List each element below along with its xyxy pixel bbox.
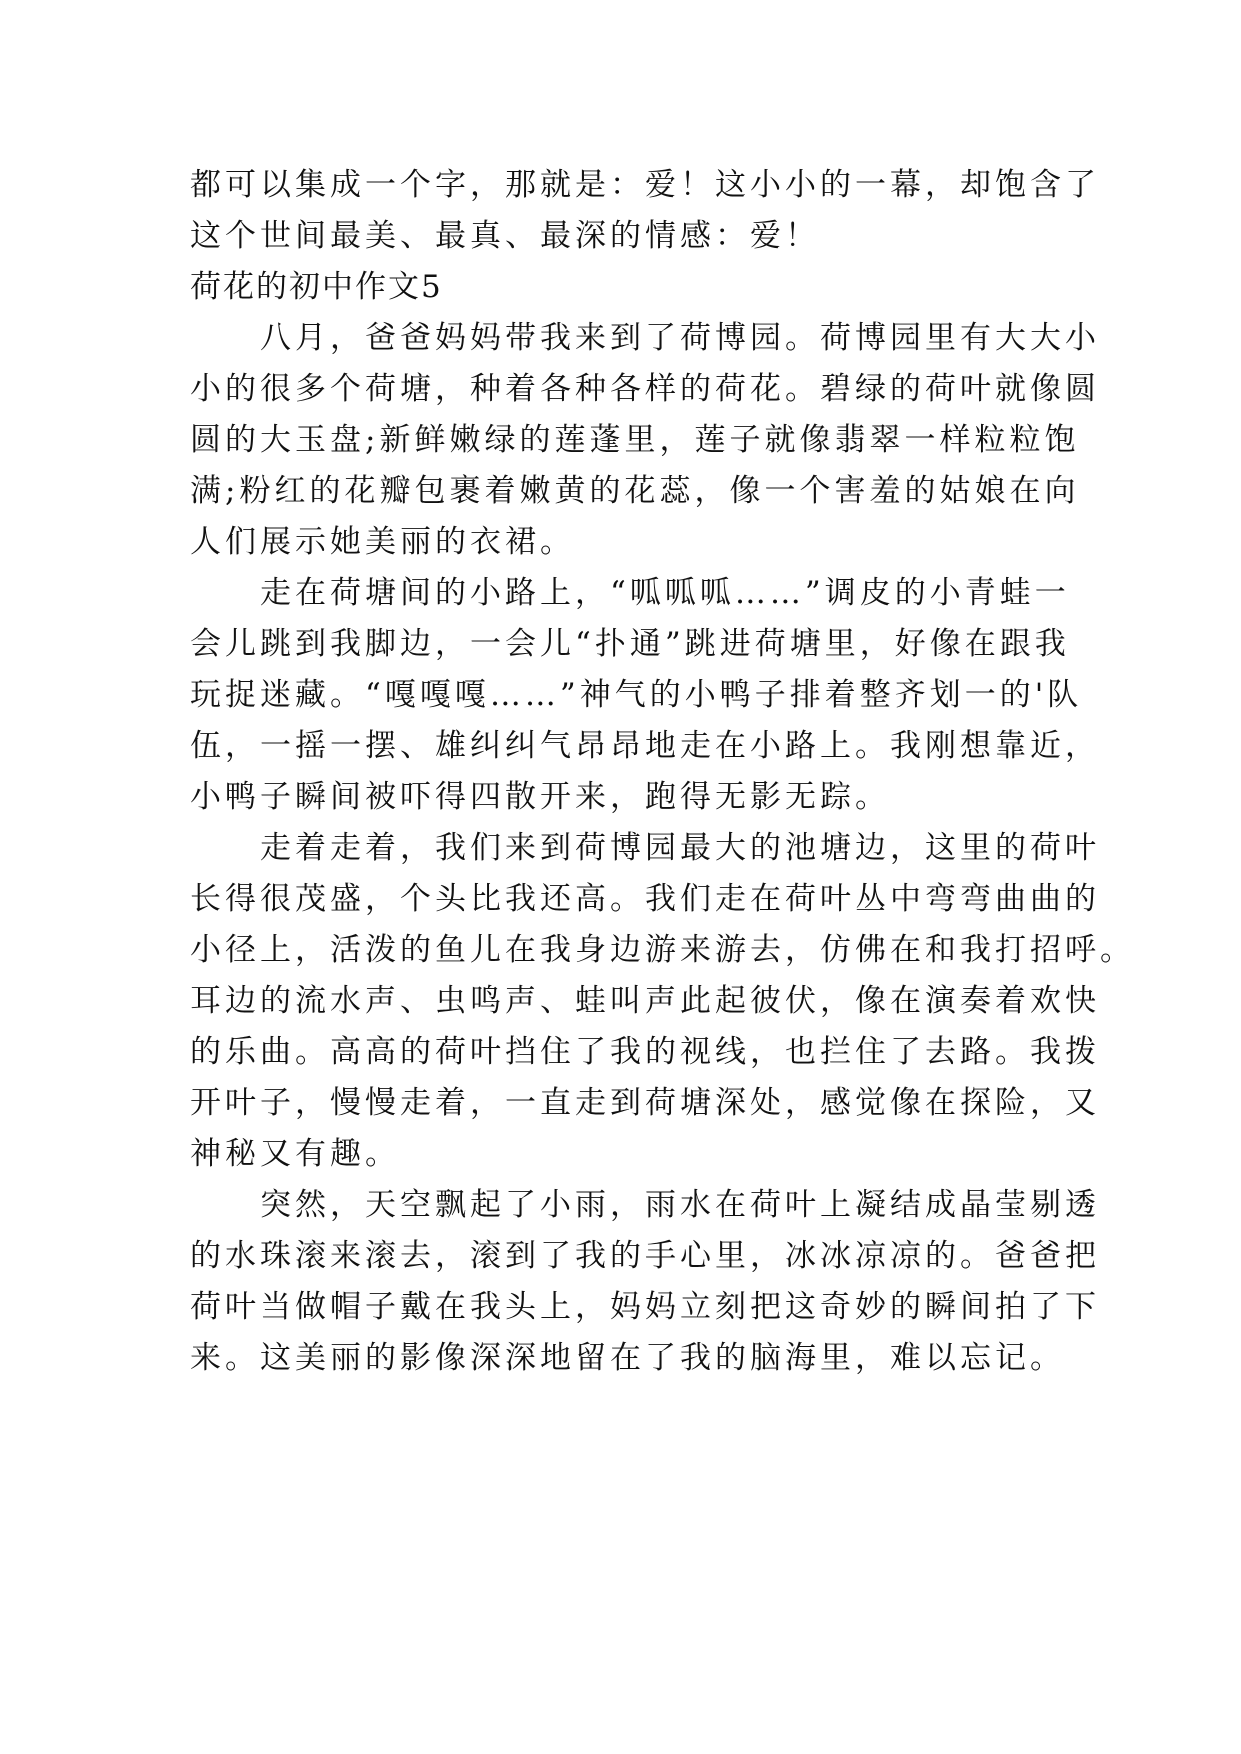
paragraph-line: 会儿跳到我脚边，一会儿“扑通”跳进荷塘里，好像在跟我 [190,626,1070,662]
paragraph-line: 八月，爸爸妈妈带我来到了荷博园。荷博园里有大大小 [190,320,1100,356]
paragraph-line: 的乐曲。高高的荷叶挡住了我的视线，也拦住了去路。我拨 [190,1034,1100,1070]
paragraph-line: 开叶子，慢慢走着，一直走到荷塘深处，感觉像在探险，又 [190,1085,1100,1121]
paragraph-line: 走在荷塘间的小路上，“呱呱呱……”调皮的小青蛙一 [190,575,1070,611]
paragraph-line: 满;粉红的花瓣包裹着嫩黄的花蕊，像一个害羞的姑娘在向 [190,473,1080,509]
paragraph [190,1180,1100,1384]
intro-line: 都可以集成一个字，那就是：爱！这小小的一幕，却饱含了 [190,167,1100,203]
paragraph-line: 来。这美丽的影像深深地留在了我的脑海里，难以忘记。 [190,1340,1065,1376]
paragraph-line: 圆的大玉盘;新鲜嫩绿的莲蓬里，莲子就像翡翠一样粒粒饱 [190,422,1080,458]
paragraph-line: 的水珠滚来滚去，滚到了我的手心里，冰冰凉凉的。爸爸把 [190,1238,1100,1274]
paragraph-line: 突然，天空飘起了小雨，雨水在荷叶上凝结成晶莹剔透 [190,1187,1100,1223]
paragraph-line: 伍，一摇一摆、雄纠纠气昂昂地走在小路上。我刚想靠近， [190,728,1100,764]
paragraph-line: 小的很多个荷塘，种着各种各样的荷花。碧绿的荷叶就像圆 [190,371,1100,407]
paragraph-line: 玩捉迷藏。“嘎嘎嘎……”神气的小鸭子排着整齐划一的'队 [190,677,1083,713]
paragraph-line: 长得很茂盛，个头比我还高。我们走在荷叶丛中弯弯曲曲的 [190,881,1100,917]
document-body [190,160,1135,1384]
paragraph-line: 荷叶当做帽子戴在我头上，妈妈立刻把这奇妙的瞬间拍了下 [190,1289,1100,1325]
paragraph-line: 小鸭子瞬间被吓得四散开来，跑得无影无踪。 [190,779,890,815]
paragraph [190,568,1100,823]
paragraph-line: 人们展示她美丽的衣裙。 [190,524,575,560]
essay-heading: 荷花的初中作文5 [190,269,443,305]
paragraph-line: 小径上，活泼的鱼儿在我身边游来游去，仿佛在和我打招呼。 [190,932,1135,968]
paragraph [190,823,1135,1180]
paragraph-line: 走着走着，我们来到荷博园最大的池塘边，这里的荷叶 [190,830,1100,866]
paragraph-line: 神秘又有趣。 [190,1136,400,1172]
intro-line: 这个世间最美、最真、最深的情感：爱！ [190,218,820,254]
paragraph [190,313,1100,568]
paragraph-line: 耳边的流水声、虫鸣声、蛙叫声此起彼伏，像在演奏着欢快 [190,983,1100,1019]
